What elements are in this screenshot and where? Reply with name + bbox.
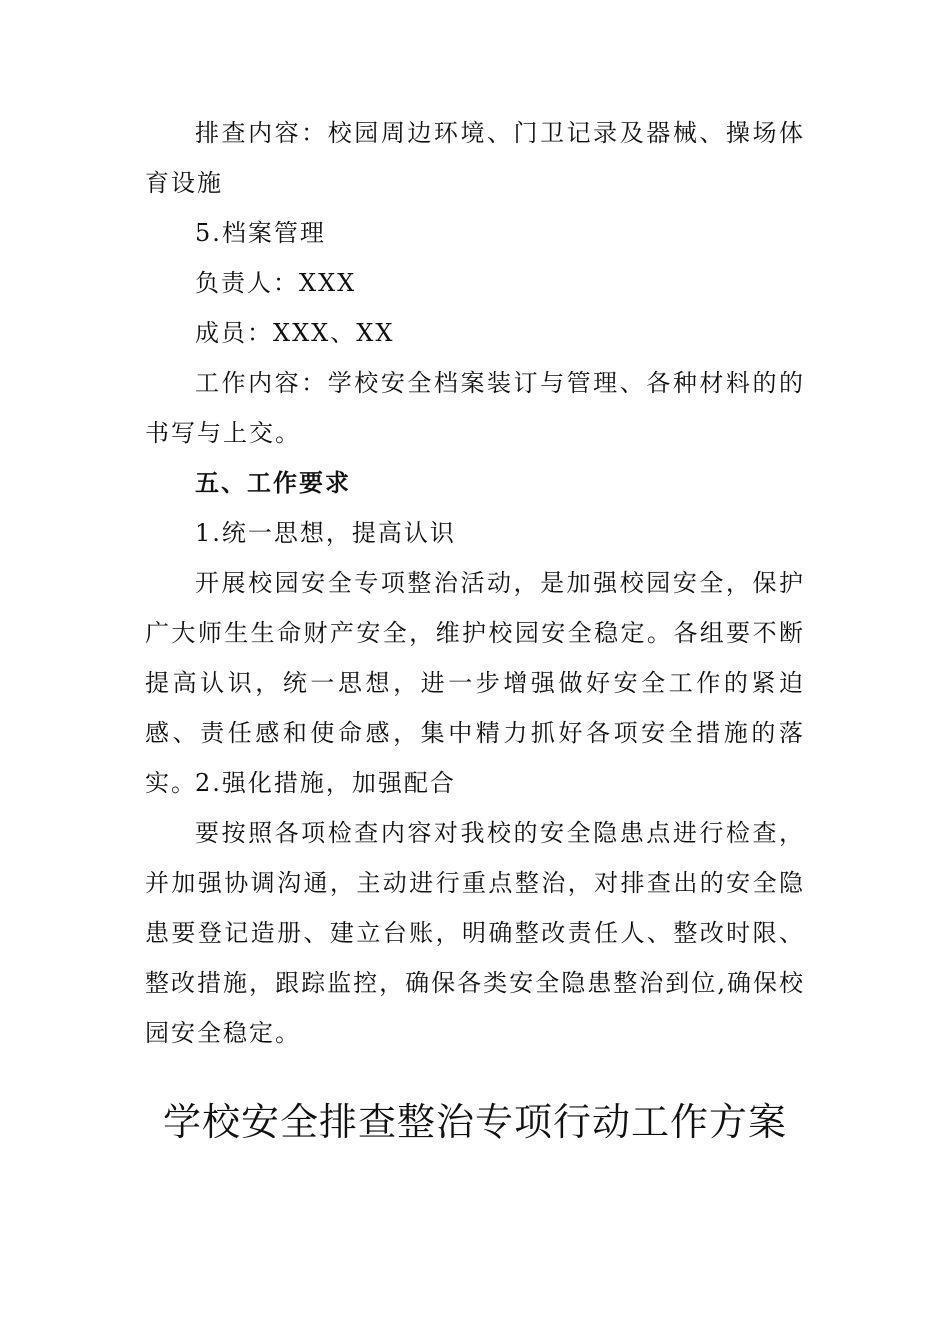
responsible-person-line: 负责人：XXX xyxy=(195,269,357,297)
requirement-1-heading: 1.统一思想，提高认识 xyxy=(195,519,456,547)
work-content-paragraph: 工作内容：学校安全档案装订与管理、各种材料的的书写与上交。 xyxy=(145,369,805,447)
work-requirements-heading: 五、工作要求 xyxy=(195,469,351,497)
archive-management-heading: 5.档案管理 xyxy=(195,219,326,247)
document-title: 学校安全排查整治专项行动工作方案 xyxy=(162,1100,787,1144)
members-line: 成员：XXX、XX xyxy=(195,319,395,347)
requirement-2-paragraph: 要按照各项检查内容对我校的安全隐患点进行检查，并加强协调沟通，主动进行重点整治，对排查出的安全隐患要登记造册、建立台账，明确整改责任人、整改时限、整改措施，跟踪监控，确保各类安全隐患整治到位,确保校园安全稳定。 xyxy=(145,819,805,1047)
requirement-1-paragraph: 开展校园安全专项整治活动，是加强校园安全，保护广大师生生命财产安全，维护校园安全稳定。各组要不断提高认识，统一思想，进一步增强做好安全工作的紧迫感、责任感和使命感，集中精力抓好各项安全措施的落实。 xyxy=(145,569,805,797)
inspection-content-paragraph: 排查内容：校园周边环境、门卫记录及器械、操场体育设施 xyxy=(145,119,805,197)
requirement-2-heading: 2.强化措施，加强配合 xyxy=(195,769,456,797)
